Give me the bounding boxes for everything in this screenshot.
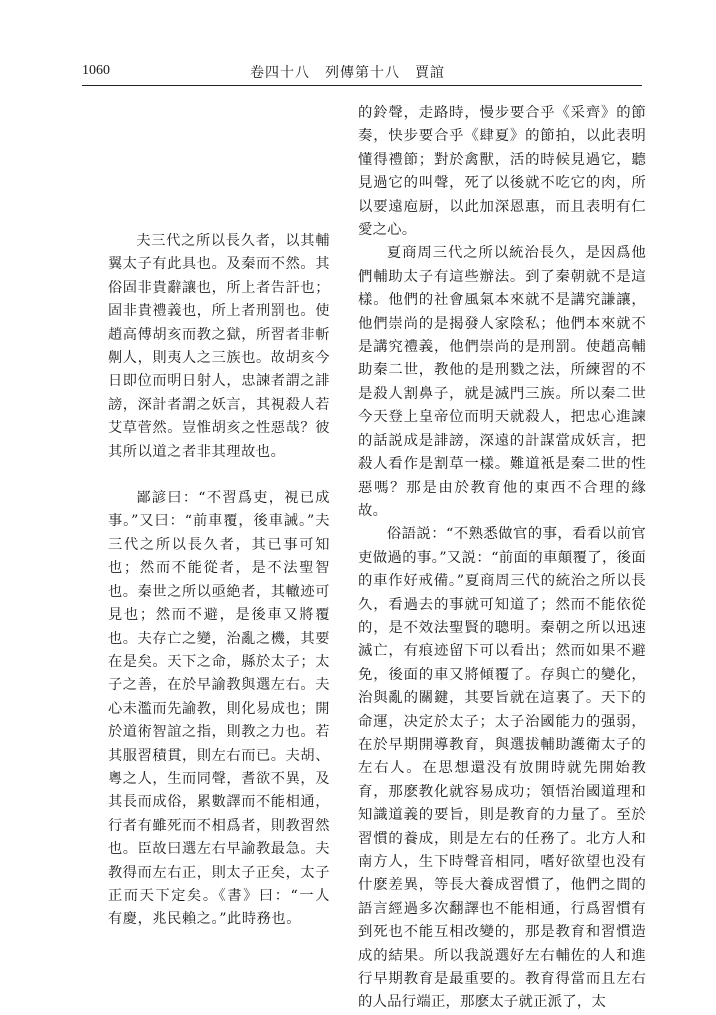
original-paragraph-2: 鄙諺曰：“不習爲吏，視已成事。”又曰：“前車覆，後車誡。”夫三代之所以長久者，其已事可知也；然而不能從者，是不法聖智也。秦世之所以亟絶者，其轍迹可見也；然而不避，是後車又將覆也。夫存亡之變，治亂之機，其要在是矣。天下之命，縣於太子；太子之善，在於早諭教與選左右。夫心未濫而先諭教，則化易成也；開於道術智誼之指，則教之力也。若其服習積貫，則左右而已。夫胡、粵之人，生而同聲，耆欲不異，及其長而成俗，累數譯而不能相通，行者有雖死而不相爲者，則教習然也。臣故曰選左右早諭教最急。夫教得而左右正，則太子正矣，太子正而天下定矣。《書》曰：“一人有慶，兆民賴之。”此時務也。	[108, 490, 330, 928]
running-title: 卷四十八 列傳第十八 賈誼	[250, 65, 445, 81]
page-header	[0, 0, 716, 95]
translation-paragraph-2: 俗語説：“不熟悉做官的事，看看以前官吏做過的事。”又説：“前面的車顛覆了，後面的車作好戒備。”夏商周三代的統治之所以長久，看過去的事就可知道了；然而不能依從的，是不效法聖賢的聰明。秦朝之所以迅速滅亡，有痕迹留下可以看出；然而如果不避免，後面的車又將傾覆了。存與亡的變化，治與亂的關鍵，其要旨就在這裏了。天下的命運，决定於太子；太子治國能力的强弱，在於早期開導教育，與選拔輔助護衛太子的左右人。在思想還没有放開時就先開始教育，那麽教化就容易成功；領悟治國道理和知識道義的要旨，則是教育的力量了。至於習慣的養成，則是左右的任務了。北方人和南方人，生下時聲音相同，嗜好欲望也没有什麽差異，等長大養成習慣了，他們之間的語言經過多次翻譯也不能相通，行爲習慣有到死也不能互相改變的，那是教育和習慣造成的結果。所以我説選好左右輔佐的人和進行早期教育是最重要的。教育得當而且左右的人品行端正，那麽太子就正派了，太	[358, 526, 646, 1011]
original-paragraph-1: 夫三代之所以長久者，以其輔翼太子有此具也。及秦而不然。其俗固非貴辭讓也，所上者告訐也；固非貴禮義也，所上者刑罰也。使趙高傅胡亥而教之獄，所習者非斬劓人，則夷人之三族也。故胡亥今日即位而明日射人，忠諫者謂之誹謗，深計者謂之妖言，其視殺人若艾草菅然。豈惟胡亥之性惡哉？彼其所以道之者非其理故也。	[108, 233, 330, 460]
header-rule	[82, 85, 642, 86]
translation-paragraph-continued: 的鈴聲，走路時，慢步要合乎《采齊》的節奏，快步要合乎《肆夏》的節拍，以此表明懂得禮節；對於禽獸，活的時候見過它，聽見過它的叫聲，死了以後就不吃它的肉，所以要遠庖厨，以此加深恩惠，而且表明有仁愛之心。	[358, 105, 646, 239]
translation-paragraph-1: 夏商周三代之所以統治長久，是因爲他們輔助太子有這些辦法。到了秦朝就不是這樣。他們的社會風氣本來就不是講究謙讓，他們崇尚的是揭發人家陰私；他們本來就不是講究禮義，他們崇尚的是刑罰。使趙高輔助秦二世，教他的是刑戮之法，所練習的不是殺人割鼻子，就是滅門三族。所以秦二世今天登上皇帝位而明天就殺人，把忠心進諫的話説成是誹謗，深遠的計謀當成妖言，把殺人看作是割草一樣。難道衹是秦二世的性惡嗎？那是由於教育他的東西不合理的緣故。	[358, 245, 646, 519]
translation-column	[358, 102, 646, 1015]
page-number: 1060	[82, 63, 110, 78]
original-text-column	[108, 230, 330, 932]
